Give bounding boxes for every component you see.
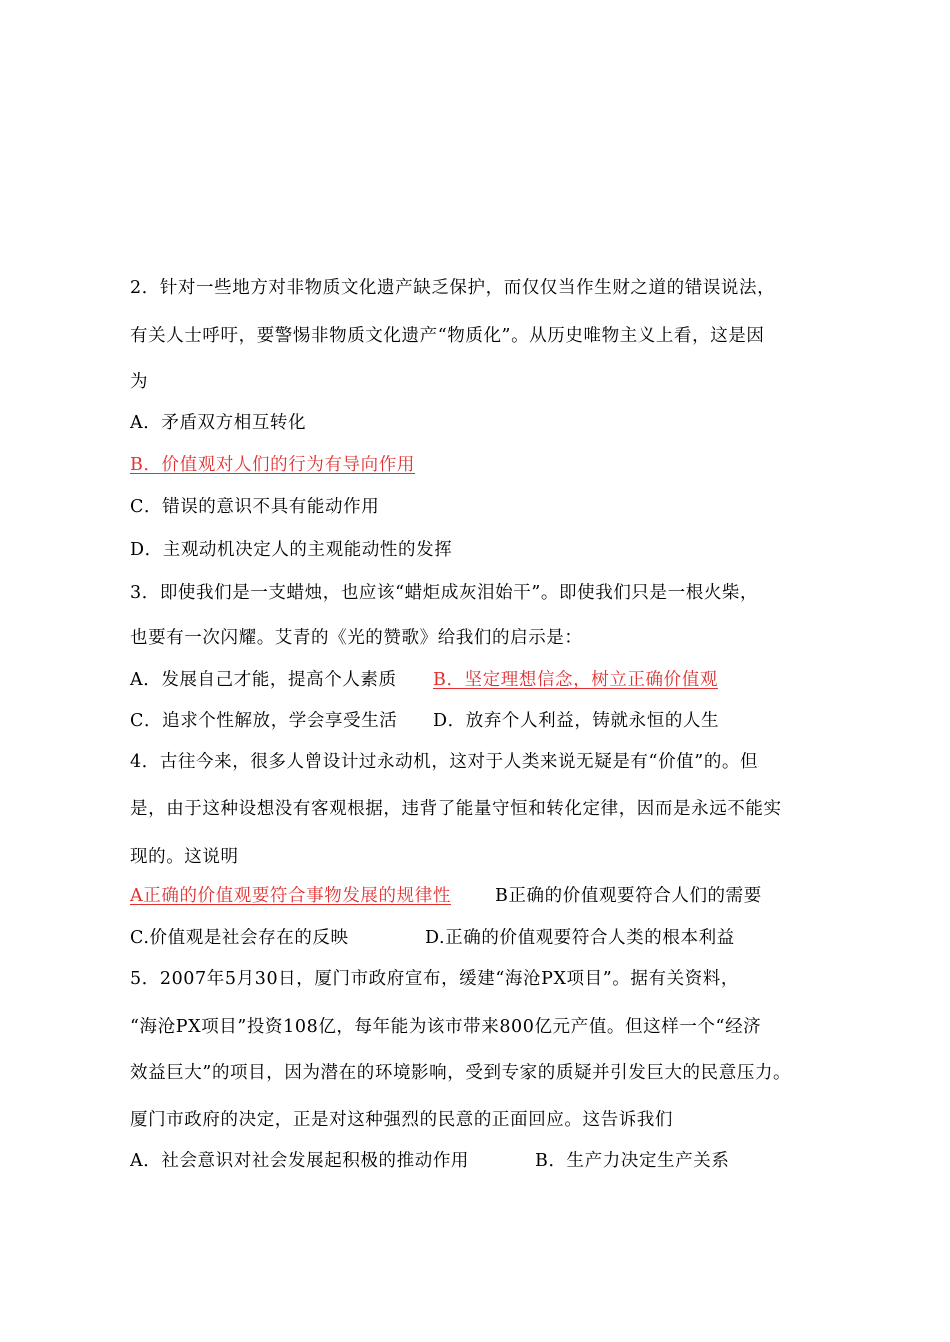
q3-stem-line-2: 也要有一次闪耀。艾青的《光的赞歌》给我们的启示是： [130,628,583,648]
q2-option-c: C．错误的意识不具有能动作用 [130,497,380,517]
q2-stem-line-1: 2．针对一些地方对非物质文化遗产缺乏保护，而仅仅当作生财之道的错误说法， [130,278,776,298]
q4-stem-line-1: 4．古往今来，很多人曾设计过永动机，这对于人类来说无疑是有“价值”的。但 [130,752,759,772]
q4-options-row-1 [130,884,762,908]
q2-stem-line-2: 有关人士呼吁，要警惕非物质文化遗产“物质化”。从历史唯物主义上看，这是因 [130,326,765,346]
q2-option-d: D．主观动机决定人的主观能动性的发挥 [130,540,453,560]
q3-option-a: A．发展自己才能，提高个人素质 [130,670,397,690]
q5-stem-line-2: “海沧PX项目”投资108亿，每年能为该市带来800亿元产值。但这样一个“经济 [130,1017,762,1037]
q4-option-c: C.价值观是社会存在的反映 [130,928,349,948]
q4-option-b: B正确的价值观要符合人们的需要 [495,886,762,906]
q4-option-d: D.正确的价值观要符合人类的根本利益 [425,928,735,948]
q4-stem-line-2: 是，由于这种设想没有客观根据，违背了能量守恒和转化定律，因而是永远不能实 [130,799,782,819]
q3-options-row-1 [130,668,718,692]
q4-option-a-answer: A正确的价值观要符合事物发展的规律性 [130,886,451,906]
q3-option-d: D．放弃个人利益，铸就永恒的人生 [433,711,720,731]
q4-options-row-2 [130,926,735,950]
q4-stem-line-3: 现的。这说明 [130,847,239,867]
q5-option-b: B．生产力决定生产关系 [535,1151,730,1171]
q2-option-a: A．矛盾双方相互转化 [130,413,307,433]
q5-stem-line-1: 5．2007年5月30日，厦门市政府宣布，缓建“海沧PX项目”。据有关资料， [130,969,739,989]
q5-stem-line-3: 效益巨大”的项目，因为潜在的环境影响，受到专家的质疑并引发巨大的民意压力。 [130,1063,792,1083]
q5-options-row-1 [130,1149,730,1173]
q3-options-row-2 [130,709,720,733]
q3-stem-line-1: 3．即使我们是一支蜡烛，也应该“蜡炬成灰泪始干”。即使我们只是一根火柴， [130,583,759,603]
q2-option-b-answer: B．价值观对人们的行为有导向作用 [130,455,415,475]
q3-option-c: C．追求个性解放，学会享受生活 [130,711,398,731]
q3-option-b-answer: B．坚定理想信念，树立正确价值观 [433,670,718,690]
q2-stem-line-3: 为 [130,372,149,392]
q5-option-a: A．社会意识对社会发展起积极的推动作用 [130,1151,470,1171]
q5-stem-line-4: 厦门市政府的决定，正是对这种强烈的民意的正面回应。这告诉我们 [130,1110,673,1130]
